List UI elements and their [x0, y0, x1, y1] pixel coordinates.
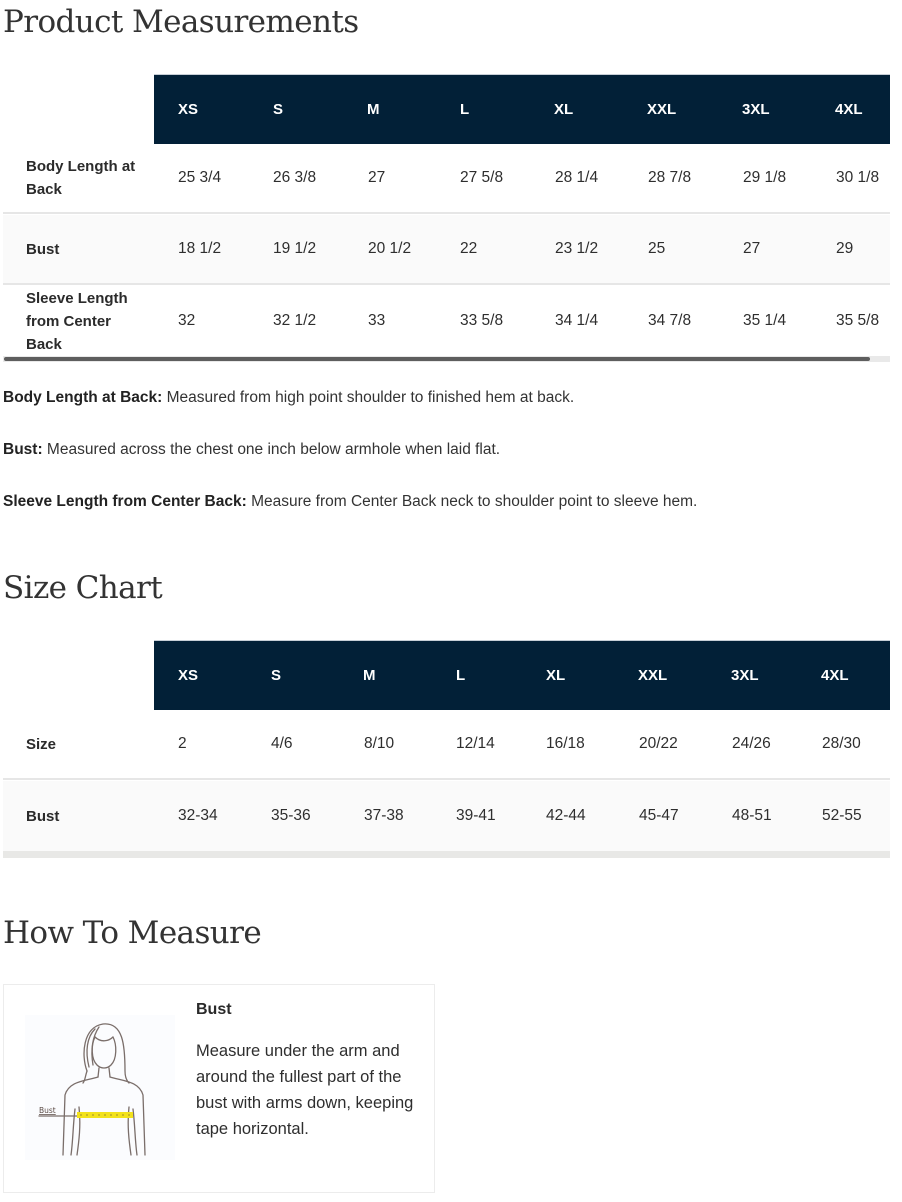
- column-header-s: S: [271, 667, 282, 684]
- cell: 23 1/2: [555, 240, 599, 257]
- cell: 22: [460, 240, 478, 257]
- cell: 2: [178, 735, 187, 752]
- row-label-bust: Bust: [26, 240, 60, 258]
- cell: 19 1/2: [273, 240, 317, 257]
- cell: 27: [743, 240, 761, 257]
- cell: 48-51: [732, 807, 772, 824]
- cell: 24/26: [732, 735, 771, 752]
- column-header-l: L: [460, 101, 470, 118]
- how-to-measure-heading: How To Measure: [3, 915, 262, 951]
- definition-term: Bust:: [3, 441, 43, 458]
- size-chart-table: [3, 640, 890, 860]
- horizontal-scrollbar[interactable]: [3, 356, 890, 362]
- table-header-row: [154, 640, 890, 710]
- cell: 35 1/4: [743, 312, 787, 329]
- column-header-l: L: [456, 667, 466, 684]
- row-label-size: Size: [26, 735, 57, 753]
- cell: 26 3/8: [273, 169, 317, 186]
- cell: 37-38: [364, 807, 404, 824]
- cell: 18 1/2: [178, 240, 222, 257]
- row-label-body-length: Body Length at Back: [26, 158, 136, 198]
- cell: 8/10: [364, 735, 395, 752]
- table-row: [3, 710, 890, 780]
- cell: 12/14: [456, 735, 495, 752]
- cell: 27: [368, 169, 386, 186]
- definition-text: Measured across the chest one inch below armhole when laid flat.: [42, 441, 501, 458]
- column-header-m: M: [363, 667, 376, 684]
- horizontal-scrollbar[interactable]: [3, 851, 890, 858]
- cell: 28/30: [822, 735, 861, 752]
- cell: 28 7/8: [648, 169, 692, 186]
- column-header-xs: XS: [178, 667, 199, 684]
- definition-body-length: [3, 389, 574, 407]
- cell: 16/18: [546, 735, 585, 752]
- column-header-3xl: 3XL: [731, 667, 759, 684]
- card-description: Measure under the arm and around the fullest part of the bust with arms down, keeping tape horizontal.: [196, 1042, 414, 1138]
- card-title: Bust: [196, 1001, 232, 1018]
- cell: 4/6: [271, 735, 293, 752]
- definition-term: Body Length at Back:: [3, 389, 163, 406]
- cell: 33 5/8: [460, 312, 504, 329]
- cell: 20 1/2: [368, 240, 412, 257]
- cell: 39-41: [456, 807, 496, 824]
- column-header-m: M: [367, 101, 380, 118]
- cell: 34 1/4: [555, 312, 599, 329]
- cell: 32-34: [178, 807, 218, 824]
- measure-card-bust: [3, 984, 435, 1193]
- column-header-xl: XL: [554, 101, 574, 118]
- table-row: [3, 144, 890, 214]
- cell: 52-55: [822, 807, 862, 824]
- definition-text: Measured from high point shoulder to finished hem at back.: [162, 389, 575, 406]
- cell: 33: [368, 312, 386, 329]
- bust-measure-illustration: [25, 1015, 175, 1160]
- table-row: [3, 215, 890, 285]
- cell: 29: [836, 240, 854, 257]
- column-header-xs: XS: [178, 101, 199, 118]
- cell: 20/22: [639, 735, 678, 752]
- product-measurements-table: [3, 74, 890, 364]
- cell: 32 1/2: [273, 312, 317, 329]
- column-header-3xl: 3XL: [742, 101, 770, 118]
- column-header-4xl: 4XL: [821, 667, 849, 684]
- row-label-bust: Bust: [26, 807, 60, 825]
- cell: 35-36: [271, 807, 311, 824]
- cell: 25 3/4: [178, 169, 222, 186]
- definition-sleeve-length: [3, 493, 697, 511]
- definition-text: Measure from Center Back neck to shoulder point to sleeve hem.: [246, 493, 698, 510]
- cell: 25: [648, 240, 666, 257]
- scrollbar-thumb[interactable]: [4, 357, 870, 361]
- cell: 29 1/8: [743, 169, 787, 186]
- woman-silhouette-icon: [25, 1015, 175, 1160]
- cell: 42-44: [546, 807, 586, 824]
- table-row: [3, 286, 890, 356]
- column-header-xxl: XXL: [647, 101, 677, 118]
- product-measurements-heading: Product Measurements: [3, 4, 359, 40]
- column-header-xl: XL: [546, 667, 566, 684]
- table-header-row: [154, 74, 890, 144]
- cell: 28 1/4: [555, 169, 599, 186]
- cell: 27 5/8: [460, 169, 504, 186]
- bust-label: Bust: [39, 1106, 56, 1115]
- cell: 34 7/8: [648, 312, 692, 329]
- cell: 45-47: [639, 807, 679, 824]
- table-row: [3, 781, 890, 851]
- column-header-xxl: XXL: [638, 667, 668, 684]
- size-chart-heading: Size Chart: [3, 570, 163, 606]
- cell: 32: [178, 312, 196, 329]
- column-header-4xl: 4XL: [835, 101, 863, 118]
- row-label-sleeve-length: Sleeve Length from Center Back: [26, 289, 128, 353]
- cell: 35 5/8: [836, 312, 880, 329]
- column-header-s: S: [273, 101, 284, 118]
- cell: 30 1/8: [836, 169, 880, 186]
- definition-bust: [3, 441, 500, 459]
- definition-term: Sleeve Length from Center Back:: [3, 493, 247, 510]
